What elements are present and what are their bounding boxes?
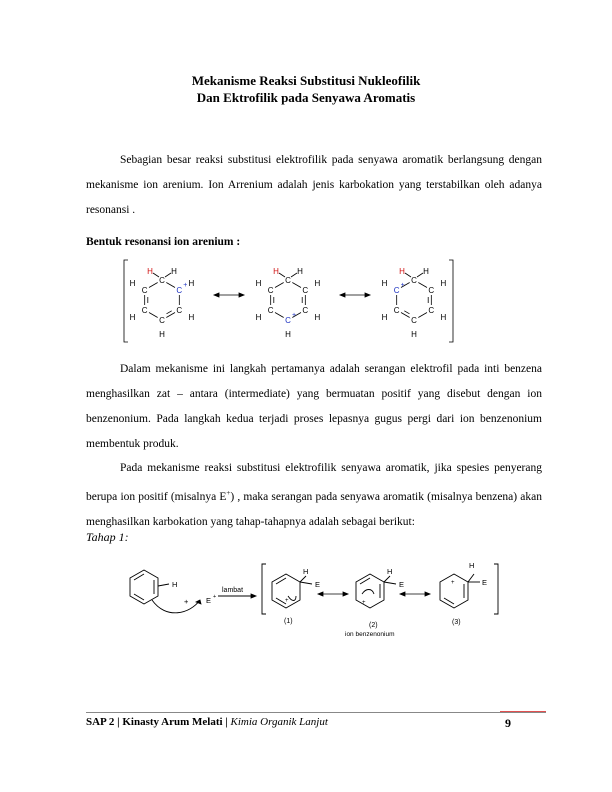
- footer: [86, 716, 516, 728]
- h-bond-a-2: [405, 273, 411, 277]
- s3-charge: +: [451, 580, 455, 586]
- resonance-diagram: [118, 258, 460, 344]
- red-h-2: H: [399, 267, 405, 276]
- carbon-0-5: C: [141, 286, 148, 295]
- footer-rule-accent: [500, 711, 546, 712]
- h-0-4: H: [129, 313, 136, 322]
- carbon-1-4: C: [267, 306, 274, 315]
- step1-diagram: [126, 560, 506, 642]
- s3-e: E: [482, 578, 488, 587]
- carbon-0-3: C: [159, 316, 165, 325]
- footer-author: Kinasty Arum Melati |: [122, 716, 228, 728]
- red-h-1: H: [273, 267, 279, 276]
- s2-charge: +: [362, 600, 366, 606]
- h-1-1: H: [314, 279, 321, 288]
- carbon-1-1: C: [302, 286, 309, 295]
- h-bond-b-2: [417, 273, 423, 277]
- h-2-3: H: [411, 330, 417, 339]
- carbon-2-2: C: [428, 306, 435, 315]
- paragraph-intro: Sebagian besar reaksi substitusi elektrofilik pada senyawa aromatik berlangsung dengan mekanisme ion arenium. Ion Arrenium adalah jenis karbokation yang terstabilkan oleh adanya resonansi .: [86, 154, 542, 216]
- bond-1-0: [292, 283, 301, 288]
- carbon-2-1: C: [428, 286, 435, 295]
- h-bond-b-0: [165, 273, 171, 277]
- resonance-arrows: [214, 293, 370, 297]
- h-2-4: H: [381, 313, 388, 322]
- carbon-0-2: C: [176, 306, 183, 315]
- reagent-charge: +: [213, 594, 217, 600]
- footer-course: Kimia Organik Lanjut: [230, 716, 328, 728]
- step-label: Tahap 1:: [86, 530, 129, 544]
- h-bond-a-1: [279, 273, 285, 277]
- footer-rule: [86, 712, 546, 713]
- arrow-label-lambat: lambat: [222, 587, 244, 594]
- label-3: (3): [452, 619, 461, 626]
- h-2-2: H: [440, 313, 447, 322]
- caption-ion-benzenonium: ion benzenonium: [345, 631, 395, 638]
- bond-0-3: [149, 313, 158, 318]
- h-1-4: H: [255, 313, 262, 322]
- top-h-0: H: [171, 267, 177, 276]
- h-bond-b-1: [291, 273, 297, 277]
- cation-charge-1: +: [291, 312, 297, 319]
- page-number: 9: [505, 716, 511, 730]
- bond-1-3: [275, 313, 284, 318]
- heading-resonance: Bentuk resonansi ion arenium :: [86, 236, 241, 248]
- plus-sign: +: [184, 597, 189, 606]
- bond-2-2: [418, 313, 427, 318]
- s1-charge: +: [285, 598, 289, 604]
- page-title-line1: Mekanisme Reaksi Substitusi Nukleofilik: [191, 73, 421, 88]
- bond-0-5: [149, 283, 158, 288]
- s1-e: E: [315, 580, 321, 589]
- carbon-2-4: C: [393, 306, 400, 315]
- label-1: (1): [284, 618, 293, 625]
- double-bond-0-0: [167, 311, 172, 314]
- paragraph-attack-part1: Pada mekanisme reaksi substitusi elektrofilik senyawa aromatik, jika spesies penyerang berupa ion positif (misalnya E: [86, 462, 542, 503]
- benzene-h: H: [172, 580, 178, 589]
- attack-arrow: [152, 600, 200, 613]
- carbon-2-5: C: [393, 286, 400, 295]
- carbon-2-3: C: [411, 316, 417, 325]
- carbon-1-3: C: [285, 316, 291, 325]
- paragraph-attack-part2: ) , maka serangan pada senyawa aromatik (misalnya benzena) akan menghasilkan karbokation yang tahap-tahapnya adalah sebagai berikut:: [86, 490, 542, 528]
- carbon-2-0: C: [411, 276, 417, 285]
- label-2: (2): [369, 622, 378, 629]
- s2-h: H: [387, 567, 393, 576]
- bond-1-5: [275, 283, 284, 288]
- cation-charge-0: +: [183, 282, 188, 289]
- paragraph-attack-sup: +: [226, 489, 231, 497]
- reagent-e: E: [206, 596, 212, 605]
- carbon-0-1: C: [176, 286, 183, 295]
- carbon-1-5: C: [267, 286, 274, 295]
- h-0-3: H: [159, 330, 165, 339]
- paragraph-mechanism: Dalam mekanisme ini langkah pertamanya adalah serangan elektrofil pada inti benzena menghasilkan zat – antara (intermediate) yang bermuatan positif yang disebut dengan ion benzenonium. Pada langkah kedua terjadi proses lepasnya gugus pergi dari ion benzenonium membentuk produk.: [86, 363, 542, 450]
- double-bond-2-1: [404, 311, 409, 314]
- bond-0-0: [166, 283, 175, 288]
- h-0-1: H: [188, 279, 195, 288]
- red-h-0: H: [147, 267, 153, 276]
- h-2-1: H: [440, 279, 447, 288]
- cation-charge-2: +: [400, 282, 405, 289]
- s1-h: H: [303, 567, 309, 576]
- h-1-5: H: [255, 279, 262, 288]
- h-bond-a-0: [153, 273, 159, 277]
- s3-h: H: [469, 561, 475, 570]
- h-2-5: H: [381, 279, 388, 288]
- carbon-1-2: C: [302, 306, 309, 315]
- footer-sap: SAP 2 |: [86, 716, 120, 728]
- top-h-1: H: [297, 267, 303, 276]
- paragraph-attack: [86, 456, 542, 535]
- bond-2-0: [418, 283, 427, 288]
- h-1-3: H: [285, 330, 291, 339]
- s2-e: E: [399, 580, 405, 589]
- h-0-2: H: [188, 313, 195, 322]
- carbon-0-4: C: [141, 306, 148, 315]
- carbon-0-0: C: [159, 276, 165, 285]
- top-h-2: H: [423, 267, 429, 276]
- h-0-5: H: [129, 279, 136, 288]
- h-1-2: H: [314, 313, 321, 322]
- carbon-1-0: C: [285, 276, 291, 285]
- page-title-line2: Dan Ektrofilik pada Senyawa Aromatis: [196, 90, 416, 105]
